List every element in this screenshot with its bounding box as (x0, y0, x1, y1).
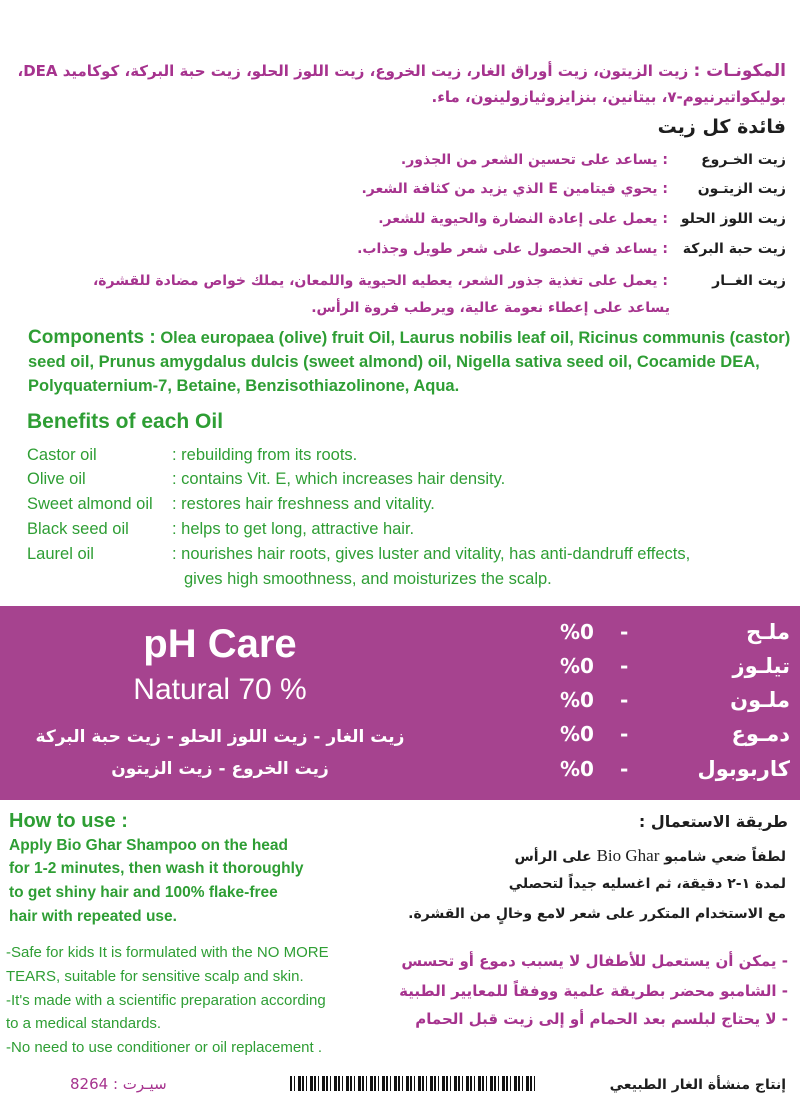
safety-note-en: -Safe for kids It is formulated with the NO MORE (6, 944, 329, 961)
band-arabic-oils-line1: زيت الغار - زيت اللوز الحلو - زيت حبة البركة (35, 727, 405, 747)
arabic-how-to-use-line1: لطفاً ضعي شامبو Bio Ghar على الرأس (514, 846, 786, 865)
arabic-how-to-use-line2: لمدة ١-٢ دقيقة، ثم اغسليه جيداً لتحصلي (508, 876, 786, 892)
ph-care-title: pH Care (143, 622, 297, 666)
safety-note-ar: - لا يحتاج لبلسم بعد الحمام أو إلى زيت قبل الحمام (415, 1010, 788, 1028)
english-benefits-title: Benefits of each Oil (27, 410, 224, 433)
how-to-use-line: hair with repeated use. (9, 908, 177, 925)
arabic-how-to-use-title: طريقة الاستعمال : (638, 812, 788, 831)
english-benefit-almond: Sweet almond oil : restores hair freshness and vitality. (27, 495, 435, 513)
arabic-ingredients-line2: بوليكواتيرنيوم-٧، بيتانين، بنزايزوثيازولينون، ماء. (431, 88, 786, 106)
free-from-row-tears: %0 - دمـوع (560, 722, 790, 746)
batch-number: 8264 : سيـرت (70, 1075, 167, 1093)
safety-note-ar: - يمكن أن يستعمل للأطفال لا يسبب دموع أو تحسس (401, 952, 788, 970)
arabic-benefit-castor: زيت الخـروع: يساعد على تحسين الشعر من الجذور. (400, 152, 786, 168)
english-components (28, 326, 798, 398)
english-benefit-laurel: Laurel oil : nourishes hair roots, gives luster and vitality, has anti-dandruff effects, (27, 545, 691, 563)
arabic-benefit-laurel: زيت الغــار: يعمل على تغذية جذور الشعر، يعطيه الحيوية واللمعان، يملك خواص مضادة للقشرة، (92, 273, 786, 289)
band-arabic-oils-line2: زيت الخروع - زيت الزيتون (111, 759, 329, 779)
safety-note-en: TEARS, suitable for sensitive scalp and skin. (6, 968, 304, 985)
arabic-benefit-laurel-continuation: يساعد على إعطاء نعومة عالية، ويرطب فروة الرأس. (311, 300, 670, 316)
natural-percentage: Natural 70 % (133, 673, 307, 706)
how-to-use-title: How to use : (9, 810, 128, 832)
english-benefit-black-seed: Black seed oil : helps to get long, attractive hair. (27, 520, 415, 538)
english-components-text: Olea europaea (olive) fruit Oil, Laurus nobilis leaf oil, Ricinus communis (castor) seed oil, Prunus amygdalus dulcis (sweet almond) oil, Nigella sativa seed oil, Cocamide DEA, Polyquaternium-7, Betaine, Benzisothiazolinone, Aqua. (28, 329, 791, 395)
english-benefit-castor: Castor oil : rebuilding from its roots. (27, 446, 358, 464)
safety-note-en: -No need to use conditioner or oil replacement . (6, 1039, 323, 1056)
arabic-ingredients-label: المكونـات : (693, 61, 786, 81)
english-benefit-laurel-continuation: gives high smoothness, and moisturizes the scalp. (184, 570, 552, 588)
how-to-use-line: Apply Bio Ghar Shampoo on the head (9, 837, 289, 854)
safety-note-ar: - الشامبو محضر بطريقة علمية ووفقاً للمعايير الطبية (399, 982, 788, 1000)
english-benefit-olive: Olive oil : contains Vit. E, which increases hair density. (27, 470, 506, 488)
arabic-how-to-use-line3: مع الاستخدام المتكرر على شعر لامع وخالٍ من القشرة. (408, 906, 786, 922)
arabic-benefits-title: فائدة كل زيت (657, 116, 786, 138)
footer-manufacturer-text: إنتاج منشأة الغار الطبيعي (609, 1077, 786, 1093)
arabic-benefit-olive: زيت الزيتـون: يحوي فيتامين E الذي يزيد من كثافة الشعر. (361, 181, 786, 197)
safety-note-en: to a medical standards. (6, 1015, 162, 1032)
arabic-benefit-almond: زيت اللوز الحلو: يعمل على إعادة النضارة والحيوية للشعر. (378, 211, 786, 227)
english-components-label: Components : (28, 327, 156, 348)
how-to-use-line: to get shiny hair and 100% flake-free (9, 884, 278, 901)
free-from-row-salt: %0 - ملـح (560, 620, 790, 644)
safety-note-en: -It's made with a scientific preparation according (6, 992, 326, 1009)
barcode (290, 1076, 535, 1091)
arabic-ingredients (6, 58, 786, 110)
free-from-row-carbopol: %0 - كاربوبول (560, 757, 790, 781)
how-to-use-line: for 1-2 minutes, then wash it thoroughly (9, 860, 304, 877)
arabic-benefit-black-seed: زيت حبة البركة: يساعد في الحصول على شعر طويل وجذاب. (357, 241, 786, 257)
free-from-row-colorant: %0 - ملـون (560, 688, 790, 712)
arabic-ingredients-line1: زيت الزيتون، زيت أوراق الغار، زيت الخروع، زيت اللوز الحلو، زيت حبة البركة، كوكاميد DEA، (17, 62, 689, 80)
free-from-row-tylose: %0 - تيلـوز (560, 654, 790, 678)
